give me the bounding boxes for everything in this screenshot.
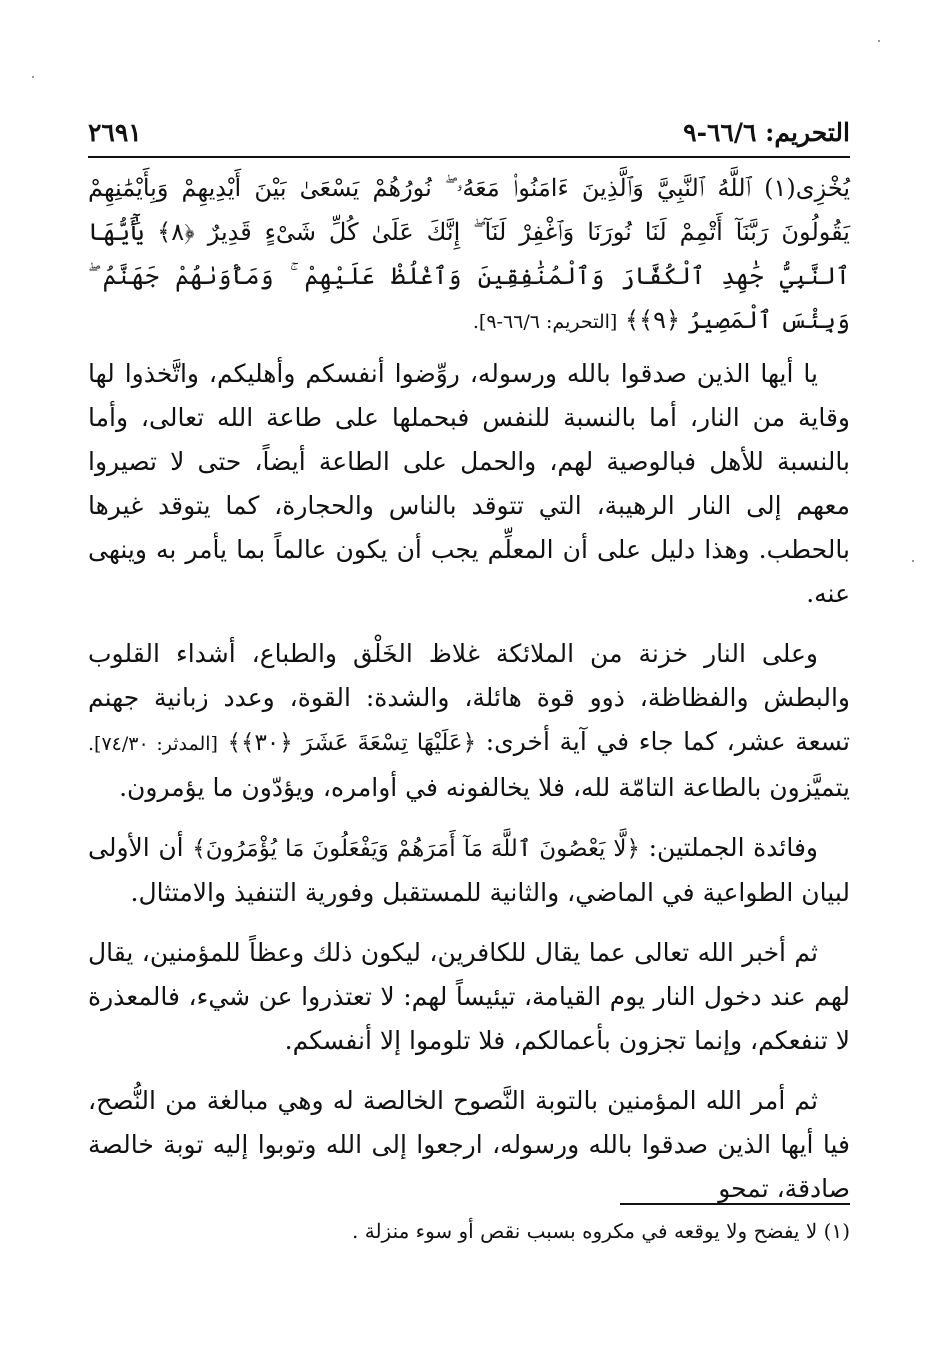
- paragraph-2-text-a: وعلى النار خزنة من الملائكة غلاظ الخَلْق والطباع، أشداء القلوب والبطش والفظاظة، ذوو قوة هائلة، والشدة: القوة، وعدد زبانية جهنم تسعة عشر، كما جاء في آية أخرى:: [88, 639, 851, 756]
- running-head: التحريم: ٦٦/٦-٩: [683, 117, 850, 147]
- page-number: ٢٦٩١: [88, 117, 142, 147]
- footnote-marker: (١): [764, 174, 796, 202]
- paragraph-2-quran-quote: ﴿عَلَيْهَا تِسْعَةَ عَشَرَ ﴿٣٠﴾﴾: [227, 730, 477, 756]
- paragraph-1: يا أيها الذين صدقوا بالله ورسوله، روِّضوا أنفسكم وأهليكم، واتَّخذوا لها وقاية من النار، أما بالنسبة للنفس فبحملها على طاعة الله تعالى، وأما بالنسبة للأهل فبالوصية لهم، والحمل على الطاعة أيضاً، حتى لا تصيروا معهم إلى النار الرهيبة، التي تتوقد بالناس والحجارة، كما يتوقد غيرها بالحطب. وهذا دليل على أن المعلِّم يجب أن يكون عالماً بما يأمر به وينهى عنه.: [88, 359, 850, 608]
- scan-speck: [912, 560, 914, 562]
- quran-verse-text: ٱللَّهُ ٱلنَّبِيَّ وَٱلَّذِينَ ءَامَنُوا۟ مَعَهُۥ ۖ نُورُهُمْ يَسْعَىٰ بَيْنَ أَيْدِيهِمْ وَبِأَيْمَٰنِهِمْ يَقُولُونَ رَبَّنَآ أَتْمِمْ لَنَا نُورَنَا وَٱغْفِرْ لَنَآ ۖ إِنَّكَ عَلَىٰ كُلِّ شَىْءٍ قَدِيرٌ ﴿٨﴾ يَٰٓأَيُّهَا ٱلنَّبِيُّ جَٰهِدِ ٱلْكُفَّارَ وَٱلْمُنَٰفِقِينَ وَٱغْلُظْ عَلَيْهِمْ ۚ وَمَأْوَىٰهُمْ جَهَنَّمُ ۖ وَبِئْسَ ٱلْمَصِيرُ ﴿٩﴾: [88, 174, 850, 334]
- verse-reference: [التحريم: ٦٦/٦-٩].: [472, 311, 618, 333]
- footnote: (١) لا يفضح ولا يوقعه في مكروه بسبب نقص أو سوء منزلة .: [352, 1219, 850, 1243]
- paragraph-3-text-b: أن الأولى لبيان الطواعية في الماضي، والثانية للمستقبل وفورية التنفيذ والامتثال.: [88, 833, 850, 907]
- quran-verse-block: [88, 166, 850, 344]
- paragraph-4: ثم أخبر الله تعالى عما يقال للكافرين، ليكون ذلك وعظاً للمؤمنين، يقال لهم عند دخول النار يوم القيامة، تيئيساً لهم: لا تعتذروا عن شيء، فالمعذرة لا تنفعكم، وإنما تجزون بأعمالكم، فلا تلوموا إلا أنفسكم.: [88, 938, 850, 1055]
- main-text: [88, 166, 850, 1211]
- paragraph-3: [88, 826, 850, 915]
- paragraph-2-reference: [المدثر: ٧٤/٣٠].: [88, 733, 218, 755]
- paragraph-3-text-a: وفائدة الجملتين:: [648, 833, 818, 862]
- scan-speck: [878, 40, 880, 42]
- closing-bracket: ﴾: [624, 306, 640, 334]
- verse-lead-word: يُخْزِى: [795, 174, 850, 202]
- scan-speck: [32, 76, 34, 78]
- paragraph-2-text-b: يتميَّزون بالطاعة التامّة لله، فلا يخالفونه في أوامره، ويؤدّون ما يؤمرون.: [119, 773, 850, 802]
- page-header: [88, 112, 850, 152]
- paragraph-5: ثم أمر الله المؤمنين بالتوبة النَّصوح الخالصة له وهي مبالغة من النُّصح، فيا أيها الذين صدقوا بالله ورسوله، ارجعوا إلى الله وتوبوا إليه توبة خالصة صادقة، تمحو: [88, 1086, 850, 1203]
- footnote-rule: [620, 1203, 850, 1205]
- header-rule: [88, 156, 850, 158]
- paragraph-3-quran-quote: ﴿لَّا يَعْصُونَ ٱللَّهَ مَآ أَمَرَهُمْ وَيَفْعَلُونَ مَا يُؤْمَرُونَ﴾: [192, 836, 641, 862]
- paragraph-2: [88, 632, 850, 810]
